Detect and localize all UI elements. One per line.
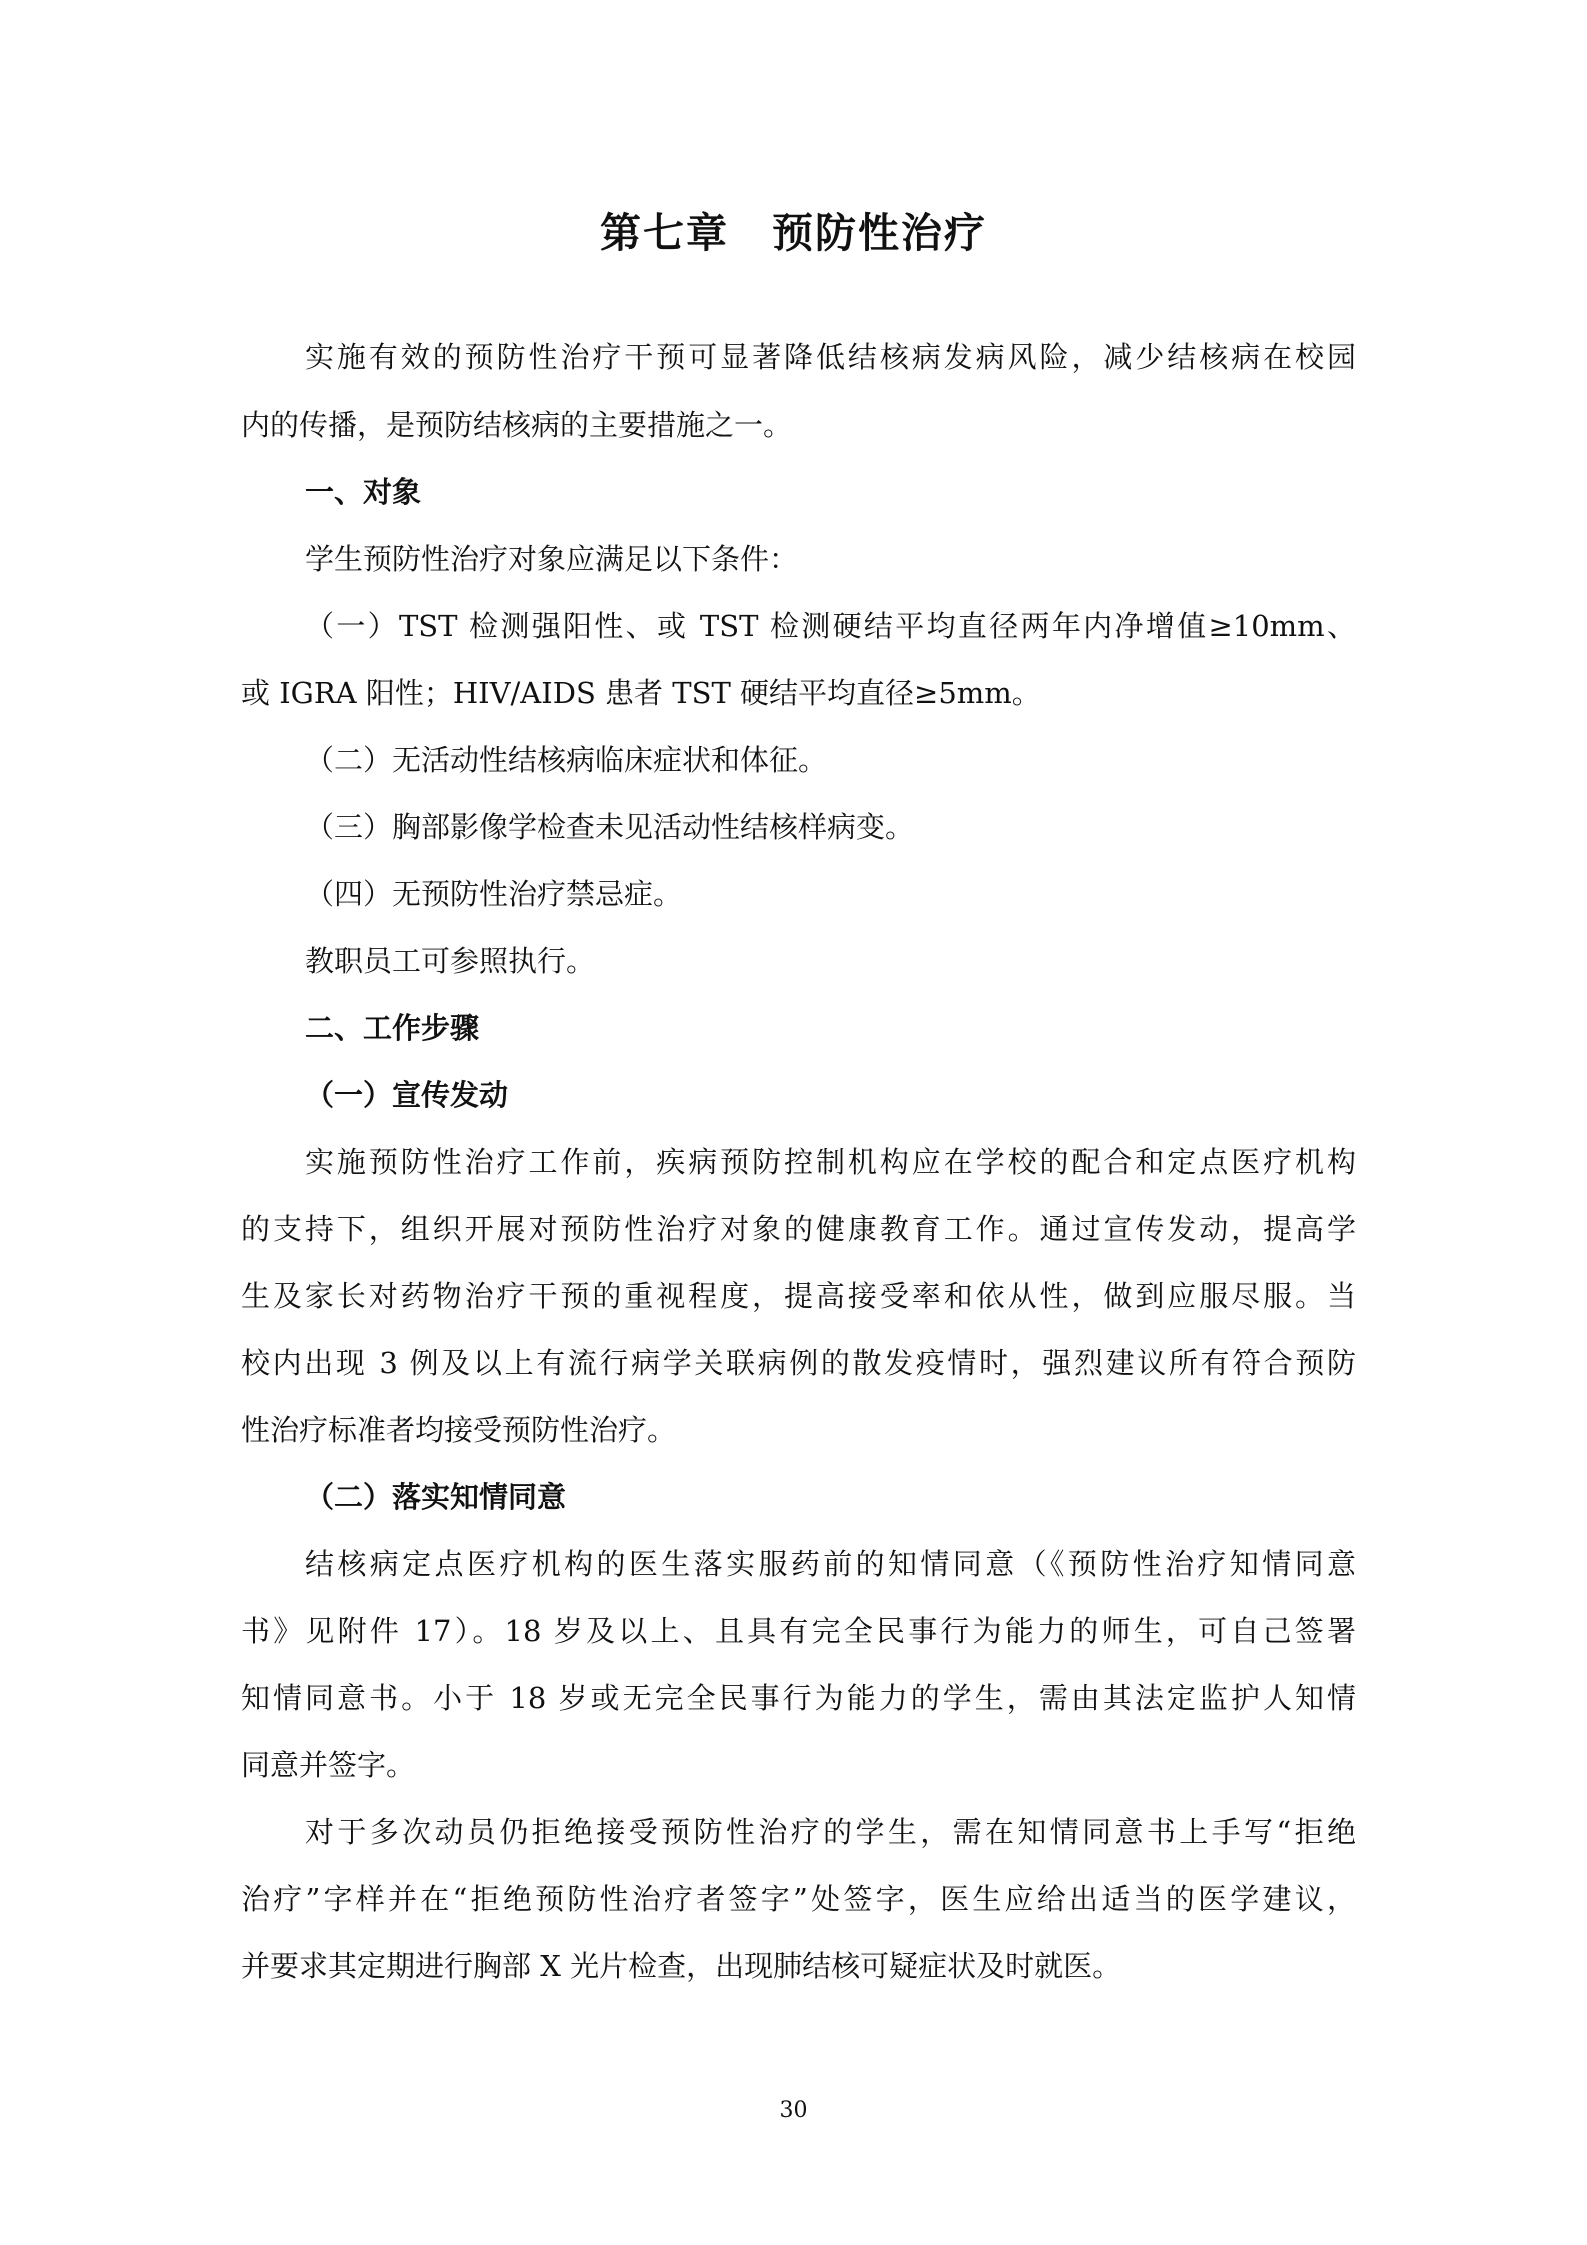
consent-line-3: 知情同意书。小于 18 岁或无完全民事行为能力的学生，需由其法定监护人知情 <box>241 1681 1356 1715</box>
criterion-2: （二）无活动性结核病临床症状和体征。 <box>305 743 828 777</box>
consent-line-2: 书》见附件 17）。18 岁及以上、且具有完全民事行为能力的师生，可自己签署 <box>241 1614 1356 1648</box>
section-heading-steps: 二、工作步骤 <box>305 1011 480 1045</box>
page-number: 30 <box>779 2098 808 2123</box>
subsection-heading-publicity: （一）宣传发动 <box>305 1078 509 1112</box>
refusal-line-1: 对于多次动员仍拒绝接受预防性治疗的学生，需在知情同意书上手写“拒绝 <box>305 1815 1356 1849</box>
staff-note: 教职员工可参照执行。 <box>305 944 596 978</box>
section-heading-objects: 一、对象 <box>305 475 422 509</box>
publicity-line-1: 实施预防性治疗工作前，疾病预防控制机构应在学校的配合和定点医疗机构 <box>305 1145 1356 1179</box>
criterion-3: （三）胸部影像学检查未见活动性结核样病变。 <box>305 810 915 844</box>
publicity-line-5: 性治疗标准者均接受预防性治疗。 <box>241 1413 677 1447</box>
refusal-line-3: 并要求其定期进行胸部 X 光片检查，出现肺结核可疑症状及时就医。 <box>241 1949 1122 1983</box>
criterion-1-line-1: （一）TST 检测强阳性、或 TST 检测硬结平均直径两年内净增值≥10mm、 <box>305 609 1356 643</box>
publicity-line-3: 生及家长对药物治疗干预的重视程度，提高接受率和依从性，做到应服尽服。当 <box>241 1279 1356 1313</box>
intro-line-2: 内的传播，是预防结核病的主要措施之一。 <box>241 408 793 442</box>
objects-lead: 学生预防性治疗对象应满足以下条件： <box>305 542 799 576</box>
publicity-line-2: 的支持下，组织开展对预防性治疗对象的健康教育工作。通过宣传发动，提高学 <box>241 1212 1356 1246</box>
criterion-4: （四）无预防性治疗禁忌症。 <box>305 877 683 911</box>
consent-line-4: 同意并签字。 <box>241 1748 416 1782</box>
refusal-line-2: 治疗”字样并在“拒绝预防性治疗者签字”处签字，医生应给出适当的医学建议， <box>241 1882 1356 1916</box>
publicity-line-4: 校内出现 3 例及以上有流行病学关联病例的散发疫情时，强烈建议所有符合预防 <box>241 1346 1356 1380</box>
criterion-1-line-2: 或 IGRA 阳性；HIV/AIDS 患者 TST 硬结平均直径≥5mm。 <box>241 676 1041 710</box>
subsection-heading-consent: （二）落实知情同意 <box>305 1480 567 1514</box>
chapter-title: 第七章 预防性治疗 <box>600 209 987 257</box>
intro-line-1: 实施有效的预防性治疗干预可显著降低结核病发病风险，减少结核病在校园 <box>305 340 1356 374</box>
consent-line-1: 结核病定点医疗机构的医生落实服药前的知情同意（《预防性治疗知情同意 <box>305 1547 1356 1581</box>
